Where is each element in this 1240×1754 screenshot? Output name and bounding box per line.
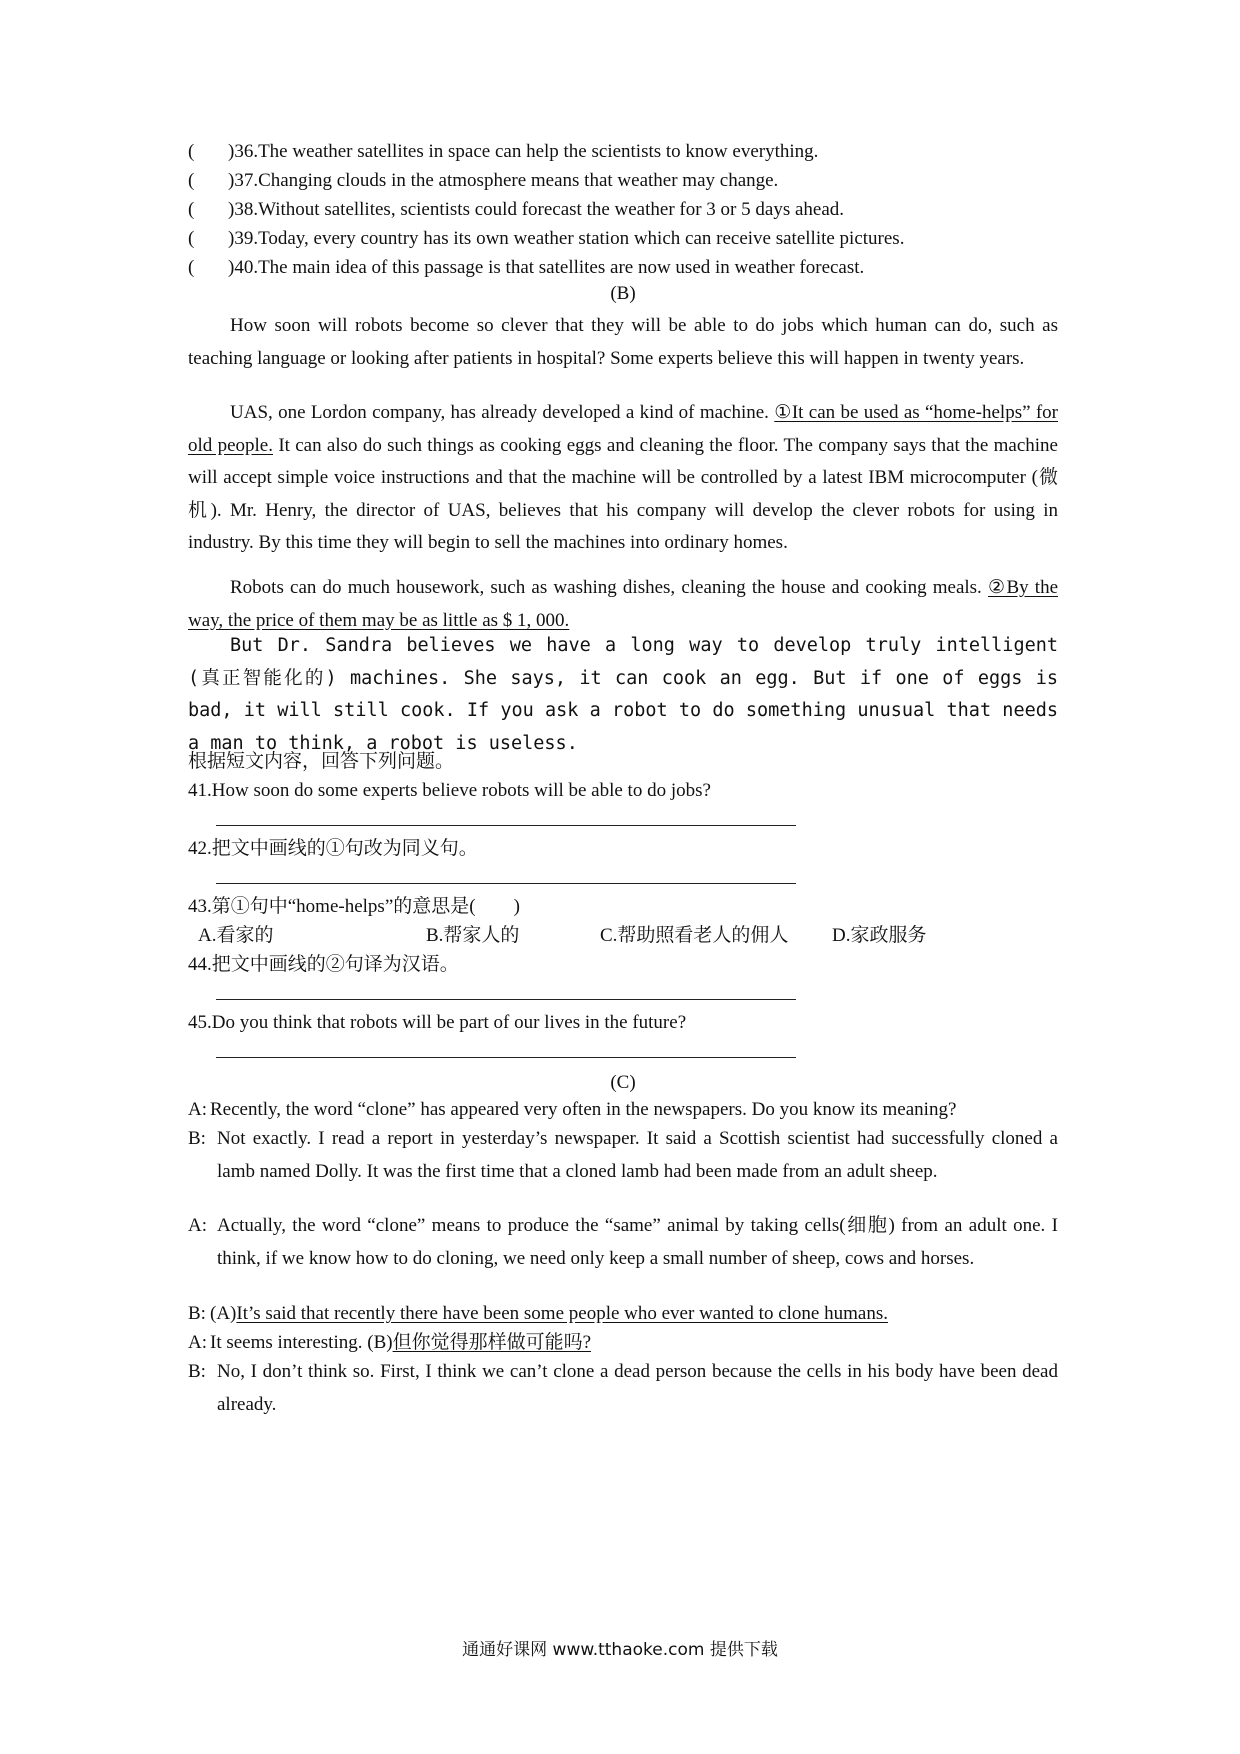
dialogue-line-5: A: It seems interesting. (B)但你觉得那样做可能吗? [188, 1332, 592, 1353]
tf-item-38: ( )38.Without satellites, scientists could forecast the weather for 3 or 5 days ahead. [188, 199, 845, 220]
page-footer: 通通好课网 www.tthaoke.com 提供下载 [462, 1640, 778, 1660]
section-b-title: (B) [610, 283, 636, 304]
tf-item-39: ( )39.Today, every country has its own weather station which can receive satellite pictures. [188, 228, 905, 249]
question-44: 44.把文中画线的②句译为汉语。 [188, 954, 459, 975]
answer-line-44 [216, 999, 796, 1000]
dialogue-line-1: A: Recently, the word “clone” has appeared very often in the newspapers. Do you know its meaning? [188, 1099, 957, 1120]
answer-line-45 [216, 1057, 796, 1058]
section-c-title: (C) [610, 1072, 636, 1093]
dialogue-line-2: B: Not exactly. I read a report in yesterday’s newspaper. It said a Scottish scientist had successfully cloned a lamb named Dolly. It was the first time that a cloned lamb had been made from an adult sheep. [188, 1128, 1058, 1182]
dialogue-line-3: A: Actually, the word “clone” means to produce the “same” animal by taking cells(细胞) from an adult one. I think, if we know how to do cloning, we need only keep a small number of sheep, cows and horses. [188, 1215, 1058, 1269]
instruction-text: 根据短文内容，回答下列问题。 [188, 751, 455, 772]
section-b-paragraph-4: But Dr. Sandra believes we have a long way to develop truly intelligent (真正智能化的) machines. She says, it can cook an egg. But if one of eggs is bad, it will still cook. If you ask a robot to do something unusual that needs a man to think, a robot is useless. [188, 635, 1058, 754]
option-d: D.家政服务 [832, 925, 927, 946]
answer-line-42 [216, 883, 796, 884]
question-45: 45.Do you think that robots will be part of our lives in the future? [188, 1012, 687, 1033]
question-41: 41.How soon do some experts believe robots will be able to do jobs? [188, 780, 711, 801]
underlined-sentence-2: ②By the way, the price of them may be as little as $ 1, 000. [188, 577, 1058, 631]
dialogue-line-6: B: No, I don’t think so. First, I think we can’t clone a dead person because the cells in his body have been dead already. [188, 1361, 1058, 1415]
option-c: C.帮助照看老人的佣人 [600, 925, 789, 946]
tf-item-37: ( )37.Changing clouds in the atmosphere means that weather may change. [188, 170, 779, 191]
option-a: A.看家的 [198, 925, 274, 946]
option-b: B.帮家人的 [426, 925, 520, 946]
tf-item-36: ( )36.The weather satellites in space can help the scientists to know everything. [188, 141, 819, 162]
tf-item-40: ( )40.The main idea of this passage is that satellites are now used in weather forecast. [188, 257, 865, 278]
dialogue-line-4: B: (A)It’s said that recently there have been some people who ever wanted to clone humans. [188, 1303, 888, 1324]
section-b-paragraph-2: UAS, one Lordon company, has already developed a kind of machine. ①It can be used as “home-helps” for old people. It can also do such things as cooking eggs and cleaning the floor. The company says that the machine will accept simple voice instructions and that the machine will be controlled by a latest IBM microcomputer (微机). Mr. Henry, the director of UAS, believes that his company will develop the clever robots for using in industry. By this time they will begin to sell the machines into ordinary homes. [188, 402, 1058, 553]
question-43: 43.第①句中“home-helps”的意思是( ) [188, 896, 520, 917]
answer-line-41 [216, 825, 796, 826]
underlined-sentence-a: It’s said that recently there have been some people who ever wanted to clone humans. [236, 1303, 888, 1324]
section-b-paragraph-1: How soon will robots become so clever that they will be able to do jobs which human can do, such as teaching language or looking after patients in hospital? Some experts believe this will happen in twenty years. [188, 315, 1058, 369]
underlined-sentence-b: 但你觉得那样做可能吗? [392, 1332, 592, 1353]
question-42: 42.把文中画线的①句改为同义句。 [188, 838, 478, 859]
underlined-sentence-1: ①It can be used as “home-helps” for old people. [188, 402, 1058, 456]
section-b-paragraph-3: Robots can do much housework, such as washing dishes, cleaning the house and cooking meals. ②By the way, the price of them may be as little as $ 1, 000. [188, 577, 1058, 631]
